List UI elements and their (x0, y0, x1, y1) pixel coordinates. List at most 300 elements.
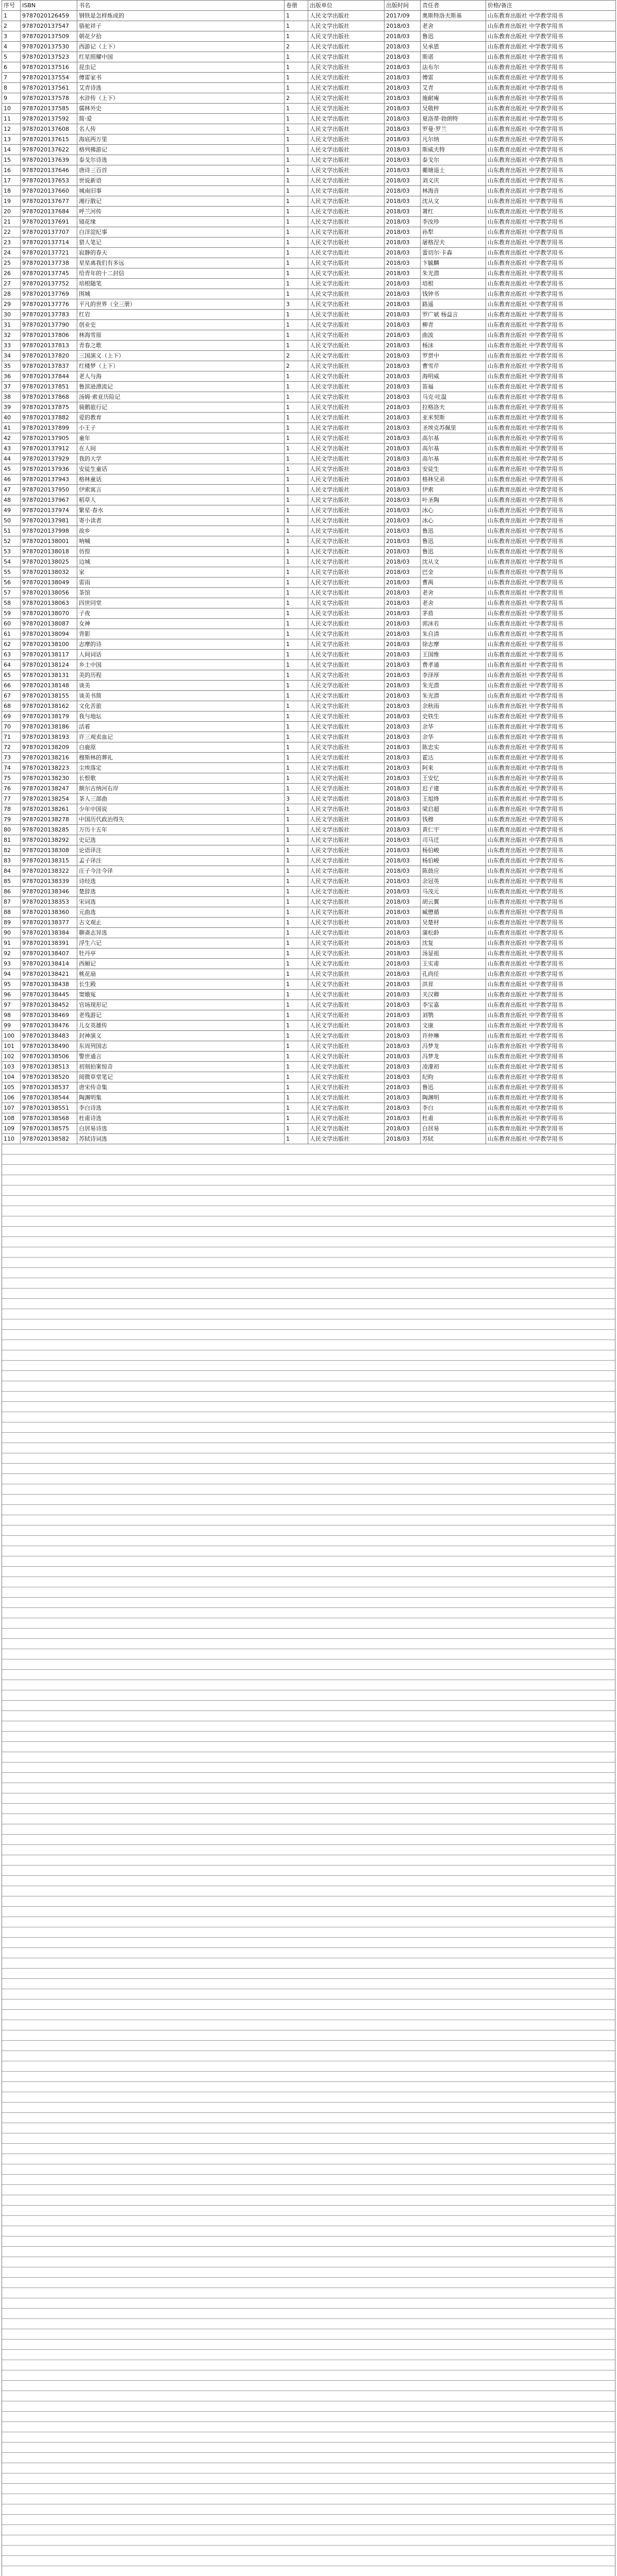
cell-volume: 1 (285, 227, 308, 238)
cell-title: 红楼梦（上下） (77, 361, 285, 371)
table-row (2, 402, 616, 413)
cell-author: 安徒生 (421, 464, 486, 474)
cell-volume: 1 (285, 1021, 308, 1031)
cell-isbn: 9787020138247 (21, 784, 77, 794)
cell-no: 12 (2, 124, 21, 134)
cell-publisher: 人民文学出版社 (308, 526, 385, 536)
table-row (2, 1113, 616, 1124)
cell-note: 山东教育出版社 中学教学用书 (486, 742, 616, 753)
cell-date: 2018/03 (385, 505, 421, 516)
cell-note: 山东教育出版社 中学教学用书 (486, 279, 616, 289)
cell-publisher: 人民文学出版社 (308, 928, 385, 938)
cell-publisher: 人民文学出版社 (308, 495, 385, 505)
cell-title: 人间词话 (77, 650, 285, 660)
cell-author: 朱自清 (421, 629, 486, 639)
cell-no: 72 (2, 742, 21, 753)
cell-isbn: 9787020138209 (21, 742, 77, 753)
cell-volume: 1 (285, 474, 308, 485)
cell-isbn: 9787020137561 (21, 83, 77, 93)
cell-no: 102 (2, 1052, 21, 1062)
cell-no: 3 (2, 31, 21, 42)
cell-note: 山东教育出版社 中学教学用书 (486, 670, 616, 681)
cell-note: 山东教育出版社 中学教学用书 (486, 62, 616, 73)
header-note: 价格/备注 (486, 1, 616, 11)
cell-no: 85 (2, 876, 21, 887)
cell-note: 山东教育出版社 中学教学用书 (486, 691, 616, 701)
cell-isbn: 9787020138414 (21, 959, 77, 969)
cell-volume: 1 (285, 505, 308, 516)
cell-author: 罗贯中 (421, 351, 486, 361)
cell-isbn: 9787020138179 (21, 711, 77, 722)
cell-note: 山东教育出版社 中学教学用书 (486, 1062, 616, 1072)
cell-date: 2018/03 (385, 238, 421, 248)
cell-isbn: 9787020138186 (21, 722, 77, 732)
cell-isbn: 9787020138155 (21, 691, 77, 701)
cell-note: 山东教育出版社 中学教学用书 (486, 1031, 616, 1041)
cell-date: 2018/03 (385, 351, 421, 361)
cell-author: 萧红 (421, 207, 486, 217)
cell-title: 官场现形记 (77, 1000, 285, 1010)
table-row (2, 444, 616, 454)
cell-isbn: 9787020138469 (21, 1010, 77, 1021)
cell-note: 山东教育出版社 中学教学用书 (486, 495, 616, 505)
cell-no: 43 (2, 444, 21, 454)
cell-no: 109 (2, 1124, 21, 1134)
cell-isbn: 9787020138087 (21, 619, 77, 629)
cell-volume: 1 (285, 753, 308, 763)
table-row (2, 83, 616, 93)
cell-no: 5 (2, 52, 21, 62)
cell-no: 34 (2, 351, 21, 361)
cell-publisher: 人民文学出版社 (308, 382, 385, 392)
cell-isbn: 9787020137738 (21, 258, 77, 268)
cell-volume: 1 (285, 557, 308, 567)
cell-volume: 1 (285, 145, 308, 155)
cell-author: 格林兄弟 (421, 474, 486, 485)
cell-volume: 1 (285, 567, 308, 578)
header-date: 出版时间 (385, 1, 421, 11)
cell-volume: 1 (285, 907, 308, 918)
cell-author: 巴金 (421, 567, 486, 578)
cell-author: 冰心 (421, 505, 486, 516)
cell-date: 2018/03 (385, 835, 421, 845)
cell-no: 28 (2, 289, 21, 299)
cell-author: 李白 (421, 1103, 486, 1113)
cell-author: 鲁迅 (421, 547, 486, 557)
cell-volume: 1 (285, 454, 308, 464)
cell-date: 2018/03 (385, 907, 421, 918)
cell-volume: 1 (285, 1113, 308, 1124)
cell-no: 9 (2, 93, 21, 104)
cell-volume: 1 (285, 83, 308, 93)
cell-note: 山东教育出版社 中学教学用书 (486, 918, 616, 928)
cell-no: 50 (2, 516, 21, 526)
cell-no: 73 (2, 753, 21, 763)
cell-note: 山东教育出版社 中学教学用书 (486, 248, 616, 258)
cell-title: 穆斯林的葬礼 (77, 753, 285, 763)
cell-no: 41 (2, 423, 21, 433)
table-row (2, 670, 616, 681)
cell-title: 李白诗选 (77, 1103, 285, 1113)
cell-no: 58 (2, 598, 21, 608)
table-row (2, 856, 616, 866)
cell-date: 2018/03 (385, 31, 421, 42)
cell-isbn: 9787020138483 (21, 1031, 77, 1041)
table-row (2, 31, 616, 42)
cell-title: 宋词选 (77, 897, 285, 907)
cell-title: 镜花缘 (77, 217, 285, 227)
cell-publisher: 人民文学出版社 (308, 681, 385, 691)
cell-no: 49 (2, 505, 21, 516)
cell-volume: 1 (285, 382, 308, 392)
table-row (2, 918, 616, 928)
cell-isbn: 9787020138025 (21, 557, 77, 567)
cell-volume: 1 (285, 732, 308, 742)
cell-author: 李宝嘉 (421, 1000, 486, 1010)
table-row (2, 310, 616, 320)
cell-publisher: 人民文学出版社 (308, 784, 385, 794)
cell-note: 山东教育出版社 中学教学用书 (486, 299, 616, 310)
cell-note: 山东教育出版社 中学教学用书 (486, 176, 616, 186)
cell-publisher: 人民文学出版社 (308, 691, 385, 701)
cell-isbn: 9787020138056 (21, 588, 77, 598)
table-row (2, 1124, 616, 1134)
cell-note: 山东教育出版社 中学教学用书 (486, 835, 616, 845)
cell-author: 李泽厚 (421, 670, 486, 681)
cell-author: 老舍 (421, 21, 486, 31)
cell-note: 山东教育出版社 中学教学用书 (486, 1052, 616, 1062)
cell-note: 山东教育出版社 中学教学用书 (486, 474, 616, 485)
cell-no: 75 (2, 773, 21, 784)
cell-publisher: 人民文学出版社 (308, 990, 385, 1000)
cell-author: 杨伯峻 (421, 845, 486, 856)
cell-date: 2018/03 (385, 464, 421, 474)
cell-publisher: 人民文学出版社 (308, 835, 385, 845)
cell-author: 曹雪芹 (421, 361, 486, 371)
cell-note: 山东教育出版社 中学教学用书 (486, 258, 616, 268)
cell-isbn: 9787020137691 (21, 217, 77, 227)
cell-volume: 1 (285, 918, 308, 928)
cell-publisher: 人民文学出版社 (308, 104, 385, 114)
table-row (2, 845, 616, 856)
cell-author: 斯诺 (421, 52, 486, 62)
cell-publisher: 人民文学出版社 (308, 1082, 385, 1093)
cell-note: 山东教育出版社 中学教学用书 (486, 21, 616, 31)
cell-publisher: 人民文学出版社 (308, 464, 385, 474)
cell-date: 2018/03 (385, 279, 421, 289)
cell-no: 98 (2, 1010, 21, 1021)
cell-note: 山东教育出版社 中学教学用书 (486, 516, 616, 526)
cell-date: 2018/03 (385, 619, 421, 629)
cell-volume: 1 (285, 392, 308, 402)
cell-date: 2018/03 (385, 845, 421, 856)
cell-date: 2018/03 (385, 959, 421, 969)
table-row (2, 691, 616, 701)
cell-no: 16 (2, 165, 21, 176)
cell-note: 山东教育出版社 中学教学用书 (486, 1134, 616, 1144)
cell-no: 11 (2, 114, 21, 124)
cell-no: 17 (2, 176, 21, 186)
cell-isbn: 9787020137530 (21, 42, 77, 52)
cell-author: 老舍 (421, 598, 486, 608)
cell-publisher: 人民文学出版社 (308, 310, 385, 320)
cell-date: 2018/03 (385, 361, 421, 371)
cell-date: 2018/03 (385, 341, 421, 351)
cell-isbn: 9787020138049 (21, 578, 77, 588)
cell-note: 山东教育出版社 中学教学用书 (486, 433, 616, 444)
cell-isbn: 9787020138285 (21, 825, 77, 835)
cell-author: 罗广斌 杨益言 (421, 310, 486, 320)
cell-author: 王实甫 (421, 959, 486, 969)
table-row (2, 608, 616, 619)
cell-volume: 1 (285, 866, 308, 876)
cell-date: 2018/03 (385, 1052, 421, 1062)
cell-date: 2018/03 (385, 93, 421, 104)
cell-author: 卞毓麟 (421, 258, 486, 268)
cell-volume: 1 (285, 804, 308, 815)
cell-note: 山东教育出版社 中学教学用书 (486, 196, 616, 207)
cell-volume: 1 (285, 1010, 308, 1021)
cell-volume: 1 (285, 1072, 308, 1082)
cell-title: 彷徨 (77, 547, 285, 557)
cell-author: 阿来 (421, 763, 486, 773)
cell-note: 山东教育出版社 中学教学用书 (486, 1041, 616, 1052)
cell-no: 20 (2, 207, 21, 217)
cell-no: 38 (2, 392, 21, 402)
cell-author: 迟子建 (421, 784, 486, 794)
cell-isbn: 9787020137820 (21, 351, 77, 361)
cell-publisher: 人民文学出版社 (308, 598, 385, 608)
table-row (2, 907, 616, 918)
cell-author: 黄仁宇 (421, 825, 486, 835)
cell-author: 高尔基 (421, 454, 486, 464)
table-row (2, 279, 616, 289)
cell-title: 艾青诗选 (77, 83, 285, 93)
cell-title: 窦娥冤 (77, 990, 285, 1000)
table-row (2, 196, 616, 207)
cell-date: 2018/03 (385, 547, 421, 557)
cell-volume: 1 (285, 1062, 308, 1072)
cell-date: 2018/03 (385, 1113, 421, 1124)
table-row (2, 361, 616, 371)
cell-note: 山东教育出版社 中学教学用书 (486, 845, 616, 856)
cell-date: 2018/03 (385, 495, 421, 505)
cell-isbn: 9787020137974 (21, 505, 77, 516)
cell-isbn: 9787020137523 (21, 52, 77, 62)
table-row (2, 639, 616, 650)
cell-title: 楚辞选 (77, 887, 285, 897)
cell-date: 2018/03 (385, 474, 421, 485)
cell-title: 湘行散记 (77, 196, 285, 207)
table-row (2, 248, 616, 258)
cell-title: 西游记（上下） (77, 42, 285, 52)
cell-note: 山东教育出版社 中学教学用书 (486, 289, 616, 299)
cell-date: 2018/03 (385, 310, 421, 320)
cell-no: 79 (2, 815, 21, 825)
cell-title: 子夜 (77, 608, 285, 619)
table-row (2, 11, 616, 21)
cell-author: 郭沫若 (421, 619, 486, 629)
cell-isbn: 9787020137677 (21, 196, 77, 207)
cell-title: 水浒传（上下） (77, 93, 285, 104)
cell-author: 泰戈尔 (421, 155, 486, 165)
cell-author: 朱光潜 (421, 681, 486, 691)
table-row (2, 217, 616, 227)
cell-publisher: 人民文学出版社 (308, 320, 385, 330)
cell-isbn: 9787020137790 (21, 320, 77, 330)
cell-publisher: 人民文学出版社 (308, 1000, 385, 1010)
table-row (2, 413, 616, 423)
cell-author: 李汝珍 (421, 217, 486, 227)
cell-volume: 1 (285, 433, 308, 444)
table-row (2, 176, 616, 186)
cell-isbn: 9787020138018 (21, 547, 77, 557)
cell-date: 2018/03 (385, 1072, 421, 1082)
cell-volume: 1 (285, 62, 308, 73)
cell-publisher: 人民文学出版社 (308, 815, 385, 825)
table-row (2, 21, 616, 31)
cell-volume: 1 (285, 897, 308, 907)
cell-isbn: 9787020138162 (21, 701, 77, 711)
cell-author: 马茂元 (421, 887, 486, 897)
cell-publisher: 人民文学出版社 (308, 1134, 385, 1144)
cell-note: 山东教育出版社 中学教学用书 (486, 948, 616, 959)
cell-isbn: 9787020137622 (21, 145, 77, 155)
cell-note: 山东教育出版社 中学教学用书 (486, 773, 616, 784)
cell-isbn: 9787020137646 (21, 165, 77, 176)
cell-no: 71 (2, 732, 21, 742)
cell-volume: 1 (285, 485, 308, 495)
cell-no: 77 (2, 794, 21, 804)
cell-title: 史记选 (77, 835, 285, 845)
cell-publisher: 人民文学出版社 (308, 722, 385, 732)
cell-volume: 1 (285, 124, 308, 134)
table-row (2, 536, 616, 547)
cell-author: 曲波 (421, 330, 486, 341)
cell-no: 100 (2, 1031, 21, 1041)
cell-publisher: 人民文学出版社 (308, 897, 385, 907)
cell-publisher: 人民文学出版社 (308, 536, 385, 547)
cell-title: 在人间 (77, 444, 285, 454)
cell-volume: 1 (285, 815, 308, 825)
cell-publisher: 人民文学出版社 (308, 732, 385, 742)
cell-title: 老人与海 (77, 371, 285, 382)
cell-volume: 1 (285, 444, 308, 454)
cell-isbn: 9787020137653 (21, 176, 77, 186)
cell-volume: 1 (285, 1052, 308, 1062)
cell-date: 2018/03 (385, 196, 421, 207)
cell-note: 山东教育出版社 中学教学用书 (486, 784, 616, 794)
cell-volume: 1 (285, 1093, 308, 1103)
table-row (2, 928, 616, 938)
cell-publisher: 人民文学出版社 (308, 639, 385, 650)
cell-isbn: 9787020137905 (21, 433, 77, 444)
cell-volume: 1 (285, 464, 308, 474)
cell-no: 45 (2, 464, 21, 474)
cell-date: 2018/03 (385, 990, 421, 1000)
cell-note: 山东教育出版社 中学教学用书 (486, 371, 616, 382)
cell-date: 2018/03 (385, 444, 421, 454)
table-row (2, 619, 616, 629)
cell-no: 96 (2, 990, 21, 1000)
cell-publisher: 人民文学出版社 (308, 753, 385, 763)
cell-isbn: 9787020137721 (21, 248, 77, 258)
cell-isbn: 9787020138216 (21, 753, 77, 763)
cell-publisher: 人民文学出版社 (308, 207, 385, 217)
cell-title: 白洋淀纪事 (77, 227, 285, 238)
cell-no: 56 (2, 578, 21, 588)
cell-title: 阅微草堂笔记 (77, 1072, 285, 1082)
cell-isbn: 9787020138568 (21, 1113, 77, 1124)
cell-no: 37 (2, 382, 21, 392)
table-row (2, 134, 616, 145)
cell-author: 奥斯特洛夫斯基 (421, 11, 486, 21)
cell-no: 59 (2, 608, 21, 619)
cell-volume: 1 (285, 845, 308, 856)
cell-title: 苏轼诗词选 (77, 1134, 285, 1144)
cell-volume: 1 (285, 639, 308, 650)
cell-date: 2018/03 (385, 918, 421, 928)
cell-isbn: 9787020138537 (21, 1082, 77, 1093)
cell-isbn: 9787020138490 (21, 1041, 77, 1052)
cell-volume: 1 (285, 1103, 308, 1113)
cell-no: 33 (2, 341, 21, 351)
cell-publisher: 人民文学出版社 (308, 454, 385, 464)
cell-date: 2018/03 (385, 52, 421, 62)
cell-volume: 1 (285, 650, 308, 660)
cell-date: 2018/03 (385, 371, 421, 382)
cell-date: 2018/03 (385, 608, 421, 619)
cell-publisher: 人民文学出版社 (308, 330, 385, 341)
cell-note: 山东教育出版社 中学教学用书 (486, 217, 616, 227)
cell-note: 山东教育出版社 中学教学用书 (486, 341, 616, 351)
cell-date: 2018/03 (385, 268, 421, 279)
cell-volume: 1 (285, 876, 308, 887)
table-header-row (2, 1, 616, 11)
cell-title: 故乡 (77, 526, 285, 536)
header-no: 序号 (2, 1, 21, 11)
cell-note: 山东教育出版社 中学教学用书 (486, 227, 616, 238)
cell-date: 2018/03 (385, 1103, 421, 1113)
cell-volume: 3 (285, 299, 308, 310)
cell-author: 曹禺 (421, 578, 486, 588)
cell-note: 山东教育出版社 中学教学用书 (486, 392, 616, 402)
cell-note: 山东教育出版社 中学教学用书 (486, 598, 616, 608)
cell-isbn: 9787020138032 (21, 567, 77, 578)
cell-volume: 1 (285, 114, 308, 124)
cell-volume: 1 (285, 701, 308, 711)
cell-author: 沈从文 (421, 557, 486, 567)
cell-author: 叶圣陶 (421, 495, 486, 505)
cell-note: 山东教育出版社 中学教学用书 (486, 608, 616, 619)
cell-author: 白居易 (421, 1124, 486, 1134)
table-row (2, 681, 616, 691)
cell-publisher: 人民文学出版社 (308, 93, 385, 104)
cell-title: 培根随笔 (77, 279, 285, 289)
cell-note: 山东教育出版社 中学教学用书 (486, 104, 616, 114)
cell-author: 夏洛蒂·勃朗特 (421, 114, 486, 124)
cell-volume: 1 (285, 516, 308, 526)
cell-author: 沈复 (421, 938, 486, 948)
table-row (2, 722, 616, 732)
cell-publisher: 人民文学出版社 (308, 371, 385, 382)
cell-isbn: 9787020138131 (21, 670, 77, 681)
cell-date: 2018/03 (385, 794, 421, 804)
cell-isbn: 9787020137660 (21, 186, 77, 196)
cell-isbn: 9787020138520 (21, 1072, 77, 1082)
cell-title: 边城 (77, 557, 285, 567)
cell-publisher: 人民文学出版社 (308, 134, 385, 145)
